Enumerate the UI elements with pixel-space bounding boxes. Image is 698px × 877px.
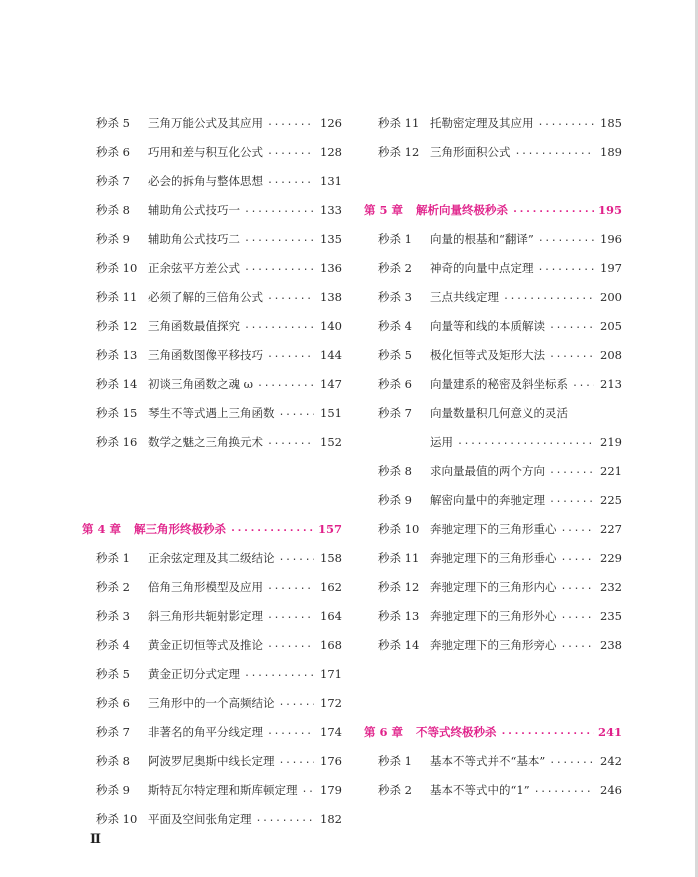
- entry-number: 秒杀 7: [96, 173, 130, 188]
- entry-title: 必须了解的三倍角公式: [148, 289, 263, 304]
- toc-entry[interactable]: [364, 601, 622, 630]
- dot-leader: [549, 350, 594, 360]
- entry-title: 斜三角形共轭射影定理: [148, 608, 263, 623]
- dot-leader: [256, 814, 315, 824]
- dot-leader: [244, 234, 314, 244]
- dot-leader: [279, 756, 315, 766]
- dot-leader: [267, 611, 314, 621]
- toc-entry[interactable]: [364, 108, 622, 137]
- page-ref: 158: [320, 550, 342, 565]
- page-number: Ⅱ: [90, 832, 101, 847]
- toc-entry[interactable]: [364, 137, 622, 166]
- toc-entry[interactable]: [364, 369, 622, 398]
- toc-entry[interactable]: [82, 340, 342, 369]
- toc-entry[interactable]: [82, 282, 342, 311]
- toc-entry[interactable]: [364, 340, 622, 369]
- page-ref: 182: [320, 811, 342, 826]
- dot-leader: [267, 640, 314, 650]
- dot-leader: [244, 669, 314, 679]
- page-ref: 171: [320, 666, 342, 681]
- spacer: [82, 485, 342, 514]
- page-ref: 179: [320, 782, 342, 797]
- dot-leader: [538, 234, 594, 244]
- entry-number: 秒杀 13: [378, 608, 420, 623]
- entry-number: 秒杀 9: [96, 231, 130, 246]
- toc-entry[interactable]: [82, 108, 342, 137]
- page-ref: 200: [600, 289, 622, 304]
- dot-leader: [257, 379, 314, 389]
- page-ref: 152: [320, 434, 342, 449]
- page-ref: 246: [600, 782, 622, 797]
- page-ref: 147: [320, 376, 342, 391]
- page-ref: 128: [320, 144, 342, 159]
- dot-leader: [549, 495, 594, 505]
- entry-number: 秒杀 10: [96, 811, 138, 826]
- toc-entry[interactable]: [82, 427, 342, 456]
- page-ref: 135: [320, 231, 342, 246]
- page-ref: 133: [320, 202, 342, 217]
- entry-title: 基本不等式中的“1”: [430, 782, 530, 797]
- page-ref: 131: [320, 173, 342, 188]
- dot-leader: [302, 785, 315, 795]
- entry-title: 托勒密定理及其应用: [430, 115, 534, 130]
- entry-title: 三点共线定理: [430, 289, 499, 304]
- toc-left-column: [82, 108, 342, 833]
- entry-number: 秒杀 8: [96, 753, 130, 768]
- dot-leader: [267, 437, 314, 447]
- page-ref: 162: [320, 579, 342, 594]
- dot-leader: [279, 553, 315, 563]
- toc-entry[interactable]: [364, 514, 622, 543]
- chapter-heading[interactable]: [364, 717, 622, 746]
- entry-number: 秒杀 1: [96, 550, 130, 565]
- entry-title: 基本不等式并不“基本”: [430, 753, 546, 768]
- page-ref: 242: [600, 753, 622, 768]
- page-ref: 213: [600, 376, 622, 391]
- dot-leader: [244, 205, 314, 215]
- dot-leader: [561, 582, 595, 592]
- dot-leader: [279, 408, 315, 418]
- toc-entry[interactable]: [82, 137, 342, 166]
- dot-leader: [561, 611, 595, 621]
- page-ref: 221: [600, 463, 622, 478]
- entry-number: 秒杀 5: [378, 347, 412, 362]
- page-ref: 168: [320, 637, 342, 652]
- entry-number: 秒杀 12: [378, 144, 420, 159]
- page-ref: 232: [600, 579, 622, 594]
- dot-leader: [279, 698, 315, 708]
- toc-entry[interactable]: [82, 224, 342, 253]
- toc-entry[interactable]: [364, 572, 622, 601]
- dot-leader: [267, 118, 314, 128]
- page-ref: 157: [317, 521, 342, 536]
- page-ref: 144: [320, 347, 342, 362]
- chapter-title: 解析向量终极秒杀: [416, 202, 508, 217]
- dot-leader: [512, 205, 594, 215]
- page-ref: 136: [320, 260, 342, 275]
- entry-title: 运用: [430, 434, 453, 449]
- page-ref: 151: [320, 405, 342, 420]
- entry-title: 三角函数图像平移技巧: [148, 347, 263, 362]
- page-ref: 208: [600, 347, 622, 362]
- entry-title: 数学之魅之三角换元术: [148, 434, 263, 449]
- page-ref: 197: [600, 260, 622, 275]
- entry-title: 奔驰定理下的三角形重心: [430, 521, 557, 536]
- entry-title: 奔驰定理下的三角形垂心: [430, 550, 557, 565]
- entry-number: 秒杀 16: [96, 434, 138, 449]
- dot-leader: [267, 147, 314, 157]
- page-ref: 227: [600, 521, 622, 536]
- toc-entry[interactable]: [82, 253, 342, 282]
- spacer: [364, 659, 622, 688]
- entry-title: 奔驰定理下的三角形内心: [430, 579, 557, 594]
- page-ref: 205: [600, 318, 622, 333]
- entry-number: 秒杀 7: [96, 724, 130, 739]
- toc-entry[interactable]: [82, 601, 342, 630]
- entry-number: 秒杀 9: [96, 782, 130, 797]
- chapter-heading[interactable]: [82, 514, 342, 543]
- entry-number: 秒杀 11: [96, 289, 138, 304]
- dot-leader: [244, 321, 314, 331]
- toc-entry[interactable]: [82, 688, 342, 717]
- entry-title: 奔驰定理下的三角形旁心: [430, 637, 557, 652]
- page-ref: 238: [600, 637, 622, 652]
- entry-number: 秒杀 1: [378, 753, 412, 768]
- toc-entry[interactable]: [82, 746, 342, 775]
- entry-title: 倍角三角形模型及应用: [148, 579, 263, 594]
- page-ref: 229: [600, 550, 622, 565]
- dot-leader: [501, 727, 594, 737]
- entry-number: 秒杀 12: [96, 318, 138, 333]
- page-ref: 185: [600, 115, 622, 130]
- page-ref: 225: [600, 492, 622, 507]
- entry-title: 三角万能公式及其应用: [148, 115, 263, 130]
- entry-title: 求向量最值的两个方向: [430, 463, 545, 478]
- dot-leader: [572, 379, 594, 389]
- entry-title: 向量等和线的本质解读: [430, 318, 545, 333]
- spacer: [364, 166, 622, 195]
- page-ref: 235: [600, 608, 622, 623]
- entry-number: 秒杀 9: [378, 492, 412, 507]
- entry-title: 三角形面积公式: [430, 144, 511, 159]
- page-ref: 196: [600, 231, 622, 246]
- page-ref: 172: [320, 695, 342, 710]
- entry-number: 秒杀 2: [378, 260, 412, 275]
- dot-leader: [561, 640, 595, 650]
- entry-title: 辅助角公式技巧一: [148, 202, 240, 217]
- toc-entry[interactable]: [82, 543, 342, 572]
- entry-number: 秒杀 2: [96, 579, 130, 594]
- toc-entry[interactable]: [82, 398, 342, 427]
- entry-title: 向量数量积几何意义的灵活: [430, 405, 568, 420]
- entry-title: 正余弦定理及其二级结论: [148, 550, 275, 565]
- toc-entry[interactable]: [364, 253, 622, 282]
- chapter-number: 第 5 章: [364, 202, 404, 217]
- entry-title: 正余弦平方差公式: [148, 260, 240, 275]
- dot-leader: [538, 263, 595, 273]
- page-ref: 174: [320, 724, 342, 739]
- toc-entry[interactable]: [364, 282, 622, 311]
- entry-number: 秒杀 4: [96, 637, 130, 652]
- toc-entry[interactable]: [82, 166, 342, 195]
- entry-number: 秒杀 11: [378, 550, 420, 565]
- chapter-title: 不等式终极秒杀: [416, 724, 497, 739]
- entry-number: 秒杀 4: [378, 318, 412, 333]
- dot-leader: [549, 466, 594, 476]
- entry-number: 秒杀 3: [96, 608, 130, 623]
- entry-title: 琴生不等式遇上三角函数: [148, 405, 275, 420]
- entry-title: 奔驰定理下的三角形外心: [430, 608, 557, 623]
- entry-number: 秒杀 14: [378, 637, 420, 652]
- entry-title: 极化恒等式及矩形大法: [430, 347, 545, 362]
- dot-leader: [561, 553, 595, 563]
- toc-entry[interactable]: [82, 195, 342, 224]
- entry-title: 辅助角公式技巧二: [148, 231, 240, 246]
- toc-entry[interactable]: [82, 804, 342, 833]
- entry-title: 三角函数最值探究: [148, 318, 240, 333]
- toc-entry[interactable]: [82, 630, 342, 659]
- entry-number: 秒杀 8: [378, 463, 412, 478]
- toc-entry[interactable]: [82, 775, 342, 804]
- entry-number: 秒杀 14: [96, 376, 138, 391]
- page-ref: 195: [597, 202, 622, 217]
- dot-leader: [538, 118, 595, 128]
- page-ref: 140: [320, 318, 342, 333]
- page-ref: 219: [600, 434, 622, 449]
- entry-number: 秒杀 10: [378, 521, 420, 536]
- dot-leader: [230, 524, 314, 534]
- toc-entry[interactable]: [364, 543, 622, 572]
- dot-leader: [267, 292, 314, 302]
- entry-number: 秒杀 5: [96, 115, 130, 130]
- entry-title: 必会的拆角与整体思想: [148, 173, 263, 188]
- toc-entry[interactable]: [82, 572, 342, 601]
- toc-entry[interactable]: [364, 746, 622, 775]
- entry-number: 秒杀 7: [378, 405, 412, 420]
- dot-leader: [267, 727, 314, 737]
- entry-number: 秒杀 5: [96, 666, 130, 681]
- entry-number: 秒杀 11: [378, 115, 420, 130]
- dot-leader: [549, 321, 594, 331]
- entry-number: 秒杀 3: [378, 289, 412, 304]
- entry-number: 秒杀 2: [378, 782, 412, 797]
- page-ref: 241: [597, 724, 622, 739]
- entry-title: 平面及空间张角定理: [148, 811, 252, 826]
- dot-leader: [457, 437, 594, 447]
- toc-entry[interactable]: [82, 369, 342, 398]
- chapter-title: 解三角形终极秒杀: [134, 521, 226, 536]
- entry-title: 初谈三角函数之魂 ω: [148, 376, 254, 391]
- page-ref: 176: [320, 753, 342, 768]
- entry-title: 巧用和差与积互化公式: [148, 144, 263, 159]
- dot-leader: [267, 176, 314, 186]
- dot-leader: [244, 263, 314, 273]
- page-ref: 189: [600, 144, 622, 159]
- toc-entry[interactable]: [82, 717, 342, 746]
- dot-leader: [534, 785, 594, 795]
- toc-entry[interactable]: [364, 427, 622, 456]
- entry-title: 向量建系的秘密及斜坐标系: [430, 376, 568, 391]
- entry-number: 秒杀 6: [378, 376, 412, 391]
- entry-title: 斯特瓦尔特定理和斯库顿定理: [148, 782, 298, 797]
- entry-title: 三角形中的一个高频结论: [148, 695, 275, 710]
- spacer: [82, 456, 342, 485]
- dot-leader: [515, 147, 595, 157]
- chapter-number: 第 4 章: [82, 521, 122, 536]
- chapter-heading[interactable]: [364, 195, 622, 224]
- entry-number: 秒杀 1: [378, 231, 412, 246]
- page-ref: 164: [320, 608, 342, 623]
- entry-title: 黄金正切恒等式及推论: [148, 637, 263, 652]
- dot-leader: [267, 582, 314, 592]
- entry-number: 秒杀 12: [378, 579, 420, 594]
- toc-entry[interactable]: [364, 630, 622, 659]
- toc-entry[interactable]: [364, 311, 622, 340]
- toc-entry[interactable]: [82, 311, 342, 340]
- toc-entry[interactable]: [364, 456, 622, 485]
- toc-entry[interactable]: [364, 485, 622, 514]
- entry-title: 向量的根基和“翻译”: [430, 231, 534, 246]
- entry-title: 阿波罗尼奥斯中线长定理: [148, 753, 275, 768]
- page-ref: 126: [320, 115, 342, 130]
- toc-entry[interactable]: [364, 398, 622, 427]
- toc-entry[interactable]: [82, 659, 342, 688]
- dot-leader: [561, 524, 595, 534]
- spacer: [364, 688, 622, 717]
- entry-title: 非著名的角平分线定理: [148, 724, 263, 739]
- dot-leader: [267, 350, 314, 360]
- entry-number: 秒杀 15: [96, 405, 138, 420]
- entry-title: 解密向量中的奔驰定理: [430, 492, 545, 507]
- entry-title: 黄金正切分式定理: [148, 666, 240, 681]
- chapter-number: 第 6 章: [364, 724, 404, 739]
- page-ref: 138: [320, 289, 342, 304]
- dot-leader: [549, 756, 594, 766]
- entry-title: 神奇的向量中点定理: [430, 260, 534, 275]
- toc-right-column: [364, 108, 622, 804]
- entry-number: 秒杀 6: [96, 695, 130, 710]
- entry-number: 秒杀 10: [96, 260, 138, 275]
- toc-entry[interactable]: [364, 775, 622, 804]
- dot-leader: [503, 292, 594, 302]
- entry-number: 秒杀 13: [96, 347, 138, 362]
- entry-number: 秒杀 8: [96, 202, 130, 217]
- entry-number: 秒杀 6: [96, 144, 130, 159]
- toc-entry[interactable]: [364, 224, 622, 253]
